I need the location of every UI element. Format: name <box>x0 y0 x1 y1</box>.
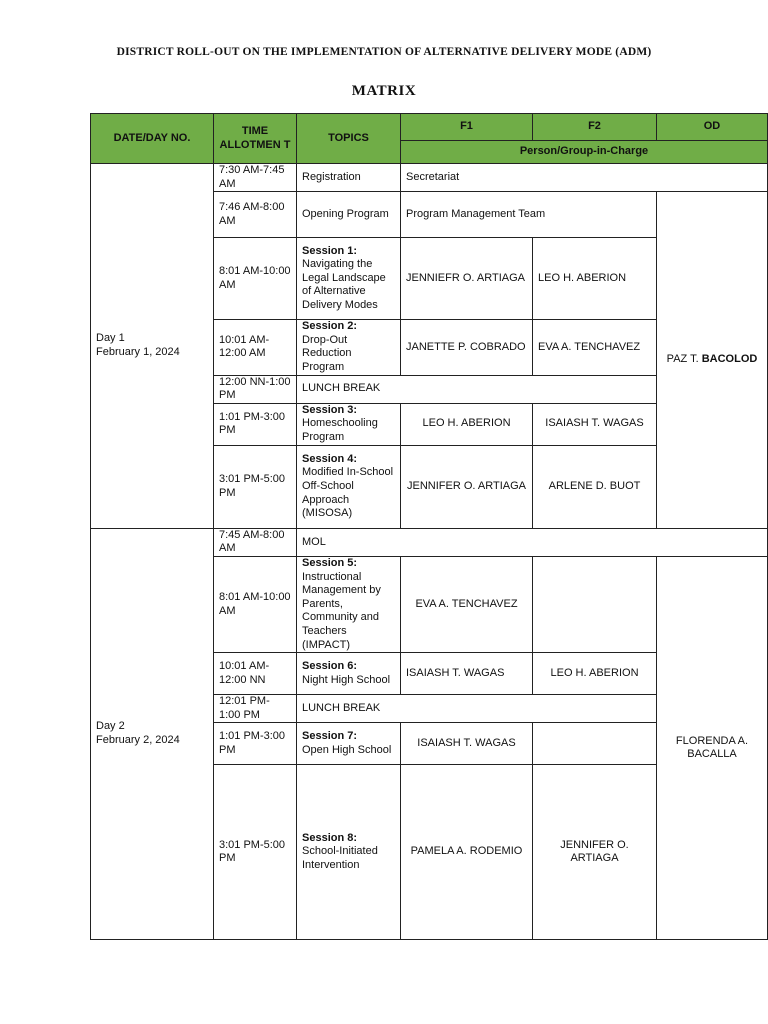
time-cell: 8:01 AM-10:00 AM <box>214 238 297 320</box>
table-row <box>91 164 768 192</box>
session-label: Session 5: <box>302 556 358 569</box>
f1-cell: JENNIFER O. ARTIAGA <box>401 445 533 528</box>
topic-text: Modified In-School Off-School Approach (MISOSA) <box>302 466 394 520</box>
topic-text: Drop-Out Reduction Program <box>302 333 352 373</box>
topic-cell <box>297 238 401 320</box>
time-cell: 3:01 PM-5:00 PM <box>214 445 297 528</box>
session-label: Session 1: <box>302 244 358 257</box>
topic-cell <box>297 723 401 765</box>
header-person-in-charge: Person/Group-in-Charge <box>401 141 768 164</box>
f1-cell: JANETTE P. COBRADO <box>401 320 533 375</box>
f1-cell: ISAIASH T. WAGAS <box>401 723 533 765</box>
f2-cell: ISAIASH T. WAGAS <box>533 403 657 445</box>
time-cell: 12:01 PM-1:00 PM <box>214 695 297 723</box>
time-cell: 10:01 AM-12:00 NN <box>214 653 297 695</box>
f1-cell: LEO H. ABERION <box>401 403 533 445</box>
lunch-break-cell: LUNCH BREAK <box>297 695 657 723</box>
f2-cell <box>533 723 657 765</box>
schedule-matrix-table <box>90 113 768 940</box>
f2-cell: LEO H. ABERION <box>533 653 657 695</box>
time-cell: 7:30 AM-7:45 AM <box>214 164 297 192</box>
document-title: DISTRICT ROLL-OUT ON THE IMPLEMENTATION OF ALTERNATIVE DELIVERY MODE (ADM) <box>116 46 652 58</box>
f1-cell: PAMELA A. RODEMIO <box>401 765 533 940</box>
time-cell: 7:45 AM-8:00 AM <box>214 528 297 556</box>
f2-cell <box>533 556 657 652</box>
f2-cell: ARLENE D. BUOT <box>533 445 657 528</box>
f1-cell: ISAIASH T. WAGAS <box>401 653 533 695</box>
session-label: Session 7: <box>302 730 358 743</box>
pic-cell: Program Management Team <box>401 192 657 238</box>
header-topics: TOPICS <box>297 114 401 164</box>
topic-text: Navigating the Legal Landscape of Alternative Delivery Modes <box>302 258 386 312</box>
session-label: Session 2: <box>302 320 358 333</box>
topic-cell <box>297 403 401 445</box>
time-cell: 8:01 AM-10:00 AM <box>214 556 297 652</box>
topic-cell <box>297 320 401 375</box>
day1-label: Day 1 <box>96 332 125 345</box>
topic-text: Open High School <box>302 743 392 756</box>
time-cell: 10:01 AM-12:00 AM <box>214 320 297 375</box>
header-time: TIME ALLOTMEN T <box>214 114 297 164</box>
day2-od-cell: FLORENDA A. BACALLA <box>657 556 768 939</box>
topic-text: Homeschooling Program <box>302 417 378 444</box>
table-row <box>91 528 768 556</box>
topic-cell: Registration <box>297 164 401 192</box>
session-label: Session 6: <box>302 660 358 672</box>
time-cell: 1:01 PM-3:00 PM <box>214 723 297 765</box>
topic-text: Instructional Management by Parents, Community and Teachers (IMPACT) <box>302 570 381 651</box>
time-cell: 1:01 PM-3:00 PM <box>214 403 297 445</box>
pic-cell: Secretariat <box>401 164 768 192</box>
topic-cell: Opening Program <box>297 192 401 238</box>
table-header-row <box>91 114 768 141</box>
topic-text: Night High School <box>302 673 391 686</box>
od-last-name: BACOLOD <box>701 353 758 366</box>
topic-cell <box>297 445 401 528</box>
header-f2: F2 <box>533 114 657 141</box>
header-od: OD <box>657 114 768 141</box>
day1-date: February 1, 2024 <box>96 345 180 358</box>
f2-cell: LEO H. ABERION <box>533 238 657 320</box>
topic-cell <box>297 765 401 940</box>
od-first-name: PAZ T. <box>666 353 702 366</box>
day1-label-cell <box>91 164 214 529</box>
topic-cell <box>297 653 401 695</box>
header-f1: F1 <box>401 114 533 141</box>
f2-cell: JENNIFER O. ARTIAGA <box>533 765 657 940</box>
lunch-break-cell: LUNCH BREAK <box>297 375 657 403</box>
f2-cell: EVA A. TENCHAVEZ <box>533 320 657 375</box>
session-label: Session 3: <box>302 403 358 416</box>
session-label: Session 4: <box>302 452 358 465</box>
f1-cell: JENNIEFR O. ARTIAGA <box>401 238 533 320</box>
mol-cell: MOL <box>297 528 768 556</box>
day2-label-cell <box>91 528 214 940</box>
topic-cell <box>297 556 401 652</box>
time-cell: 7:46 AM-8:00 AM <box>214 192 297 238</box>
topic-text: School-Initiated Intervention <box>302 845 378 872</box>
day2-label: Day 2 <box>96 720 125 733</box>
day1-od-cell <box>657 192 768 529</box>
session-label: Session 8: <box>302 831 358 844</box>
day2-date: February 2, 2024 <box>96 734 180 747</box>
time-cell: 12:00 NN-1:00 PM <box>214 375 297 403</box>
document-subtitle: MATRIX <box>351 83 417 99</box>
header-date: DATE/DAY NO. <box>91 114 214 164</box>
f1-cell: EVA A. TENCHAVEZ <box>401 556 533 652</box>
time-cell: 3:01 PM-5:00 PM <box>214 765 297 940</box>
